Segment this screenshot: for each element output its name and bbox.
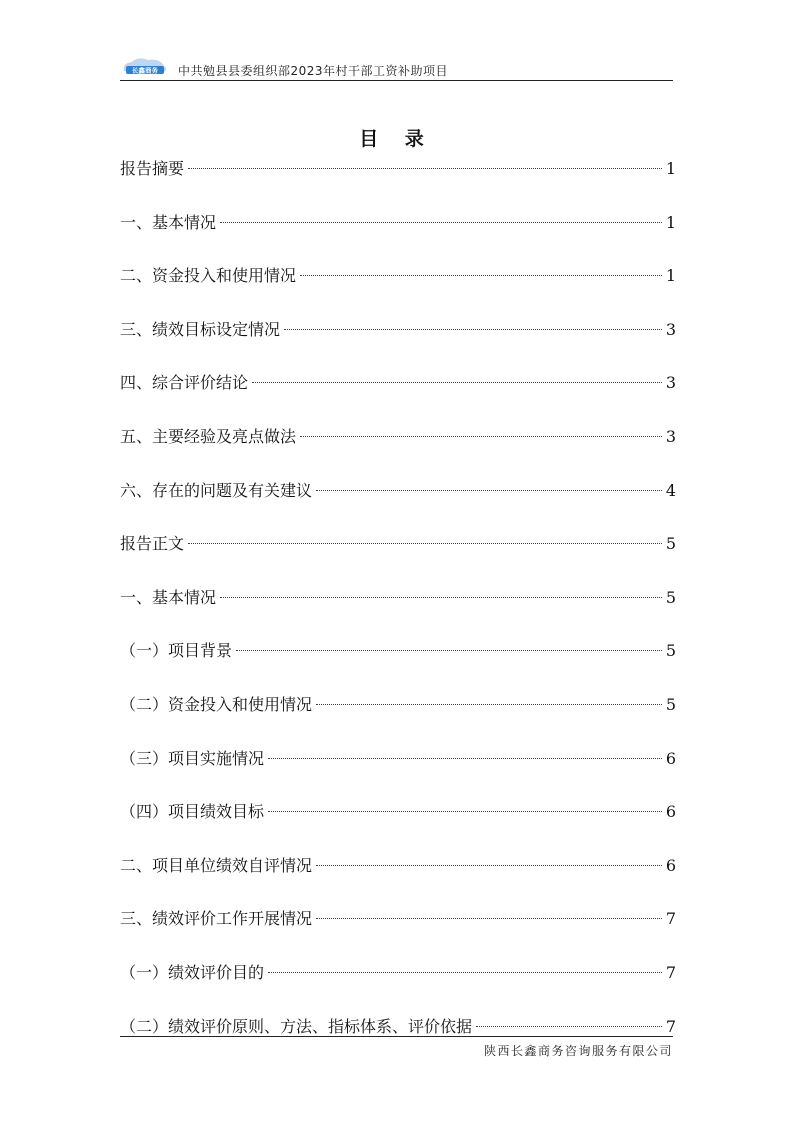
toc-dot-leader [188, 168, 662, 169]
toc-page-number: 6 [665, 802, 676, 822]
toc-dot-leader [220, 597, 662, 598]
toc-entry-label: （三）项目实施情况 [120, 748, 265, 768]
toc-dot-leader [220, 222, 662, 223]
toc-dot-leader [316, 490, 662, 491]
page-header [120, 60, 673, 81]
toc-dot-leader [300, 275, 662, 276]
toc-page-number: 4 [665, 480, 676, 500]
toc-entry-label: （二）绩效评价原则、方法、指标体系、评价依据 [120, 1016, 473, 1036]
table-of-contents [120, 155, 676, 1066]
toc-title: 目 录 [359, 128, 434, 150]
toc-page-number: 5 [665, 694, 676, 714]
toc-entry[interactable] [120, 905, 676, 959]
footer-company: 陕西长鑫商务咨询服务有限公司 [483, 1044, 673, 1058]
toc-entry-label: 一、基本情况 [120, 212, 217, 232]
toc-entry-label: 二、资金投入和使用情况 [120, 266, 297, 286]
toc-dot-leader [252, 382, 662, 383]
toc-dot-leader [188, 543, 662, 544]
toc-dot-leader [476, 1026, 662, 1027]
toc-entry[interactable] [120, 852, 676, 906]
toc-entry[interactable] [120, 209, 676, 263]
toc-dot-leader [268, 811, 662, 812]
toc-dot-leader [300, 436, 662, 437]
toc-entry-label: 报告摘要 [120, 159, 185, 178]
toc-page-number: 3 [665, 319, 676, 339]
toc-entry[interactable] [120, 745, 676, 799]
toc-entry[interactable] [120, 691, 676, 745]
toc-page-number: 6 [665, 748, 676, 768]
toc-entry[interactable] [120, 262, 676, 316]
toc-entry[interactable] [120, 959, 676, 1013]
toc-dot-leader [236, 650, 662, 651]
company-logo [120, 57, 170, 77]
toc-entry-label: 四、综合评价结论 [120, 373, 249, 393]
toc-dot-leader [316, 704, 662, 705]
toc-entry[interactable] [120, 316, 676, 370]
toc-dot-leader [268, 758, 662, 759]
logo-text: 长鑫商务 [132, 66, 158, 75]
toc-page-number: 3 [665, 373, 676, 393]
toc-page-number: 7 [665, 1016, 676, 1036]
toc-page-number: 7 [665, 909, 676, 929]
toc-entry-label: （一）绩效评价目的 [120, 962, 265, 982]
toc-entry-label: 六、存在的问题及有关建议 [120, 480, 313, 500]
toc-page-number: 5 [665, 587, 676, 607]
toc-page-number: 5 [665, 534, 676, 554]
page-footer [120, 1036, 673, 1058]
toc-entry-label: 一、基本情况 [120, 587, 217, 607]
toc-entry[interactable] [120, 530, 676, 584]
toc-dot-leader [284, 329, 662, 330]
toc-entry-label: （四）项目绩效目标 [120, 802, 265, 822]
toc-page-number: 1 [665, 159, 676, 178]
toc-entry[interactable] [120, 798, 676, 852]
toc-page-number: 7 [665, 962, 676, 982]
toc-entry-label: 二、项目单位绩效自评情况 [120, 855, 313, 875]
toc-entry[interactable] [120, 637, 676, 691]
toc-page-number: 1 [665, 212, 676, 232]
toc-page-number: 5 [665, 641, 676, 661]
toc-dot-leader [268, 972, 662, 973]
toc-dot-leader [316, 865, 662, 866]
toc-entry-label: 报告正文 [120, 534, 185, 554]
toc-page-number: 1 [665, 266, 676, 286]
toc-entry-label: 五、主要经验及亮点做法 [120, 426, 297, 446]
toc-entry[interactable] [120, 369, 676, 423]
toc-entry[interactable] [120, 423, 676, 477]
toc-entry[interactable] [120, 584, 676, 638]
toc-entry-label: （二）资金投入和使用情况 [120, 694, 313, 714]
toc-dot-leader [316, 918, 662, 919]
toc-entry[interactable] [120, 477, 676, 531]
header-title: 中共勉县县委组织部2023年村干部工资补助项目 [178, 64, 449, 78]
toc-page-number: 6 [665, 855, 676, 875]
toc-entry-label: 三、绩效目标设定情况 [120, 319, 281, 339]
toc-entry[interactable] [120, 155, 676, 209]
toc-entry-label: （一）项目背景 [120, 641, 233, 661]
toc-entry-label: 三、绩效评价工作开展情况 [120, 909, 313, 929]
toc-page-number: 3 [665, 426, 676, 446]
